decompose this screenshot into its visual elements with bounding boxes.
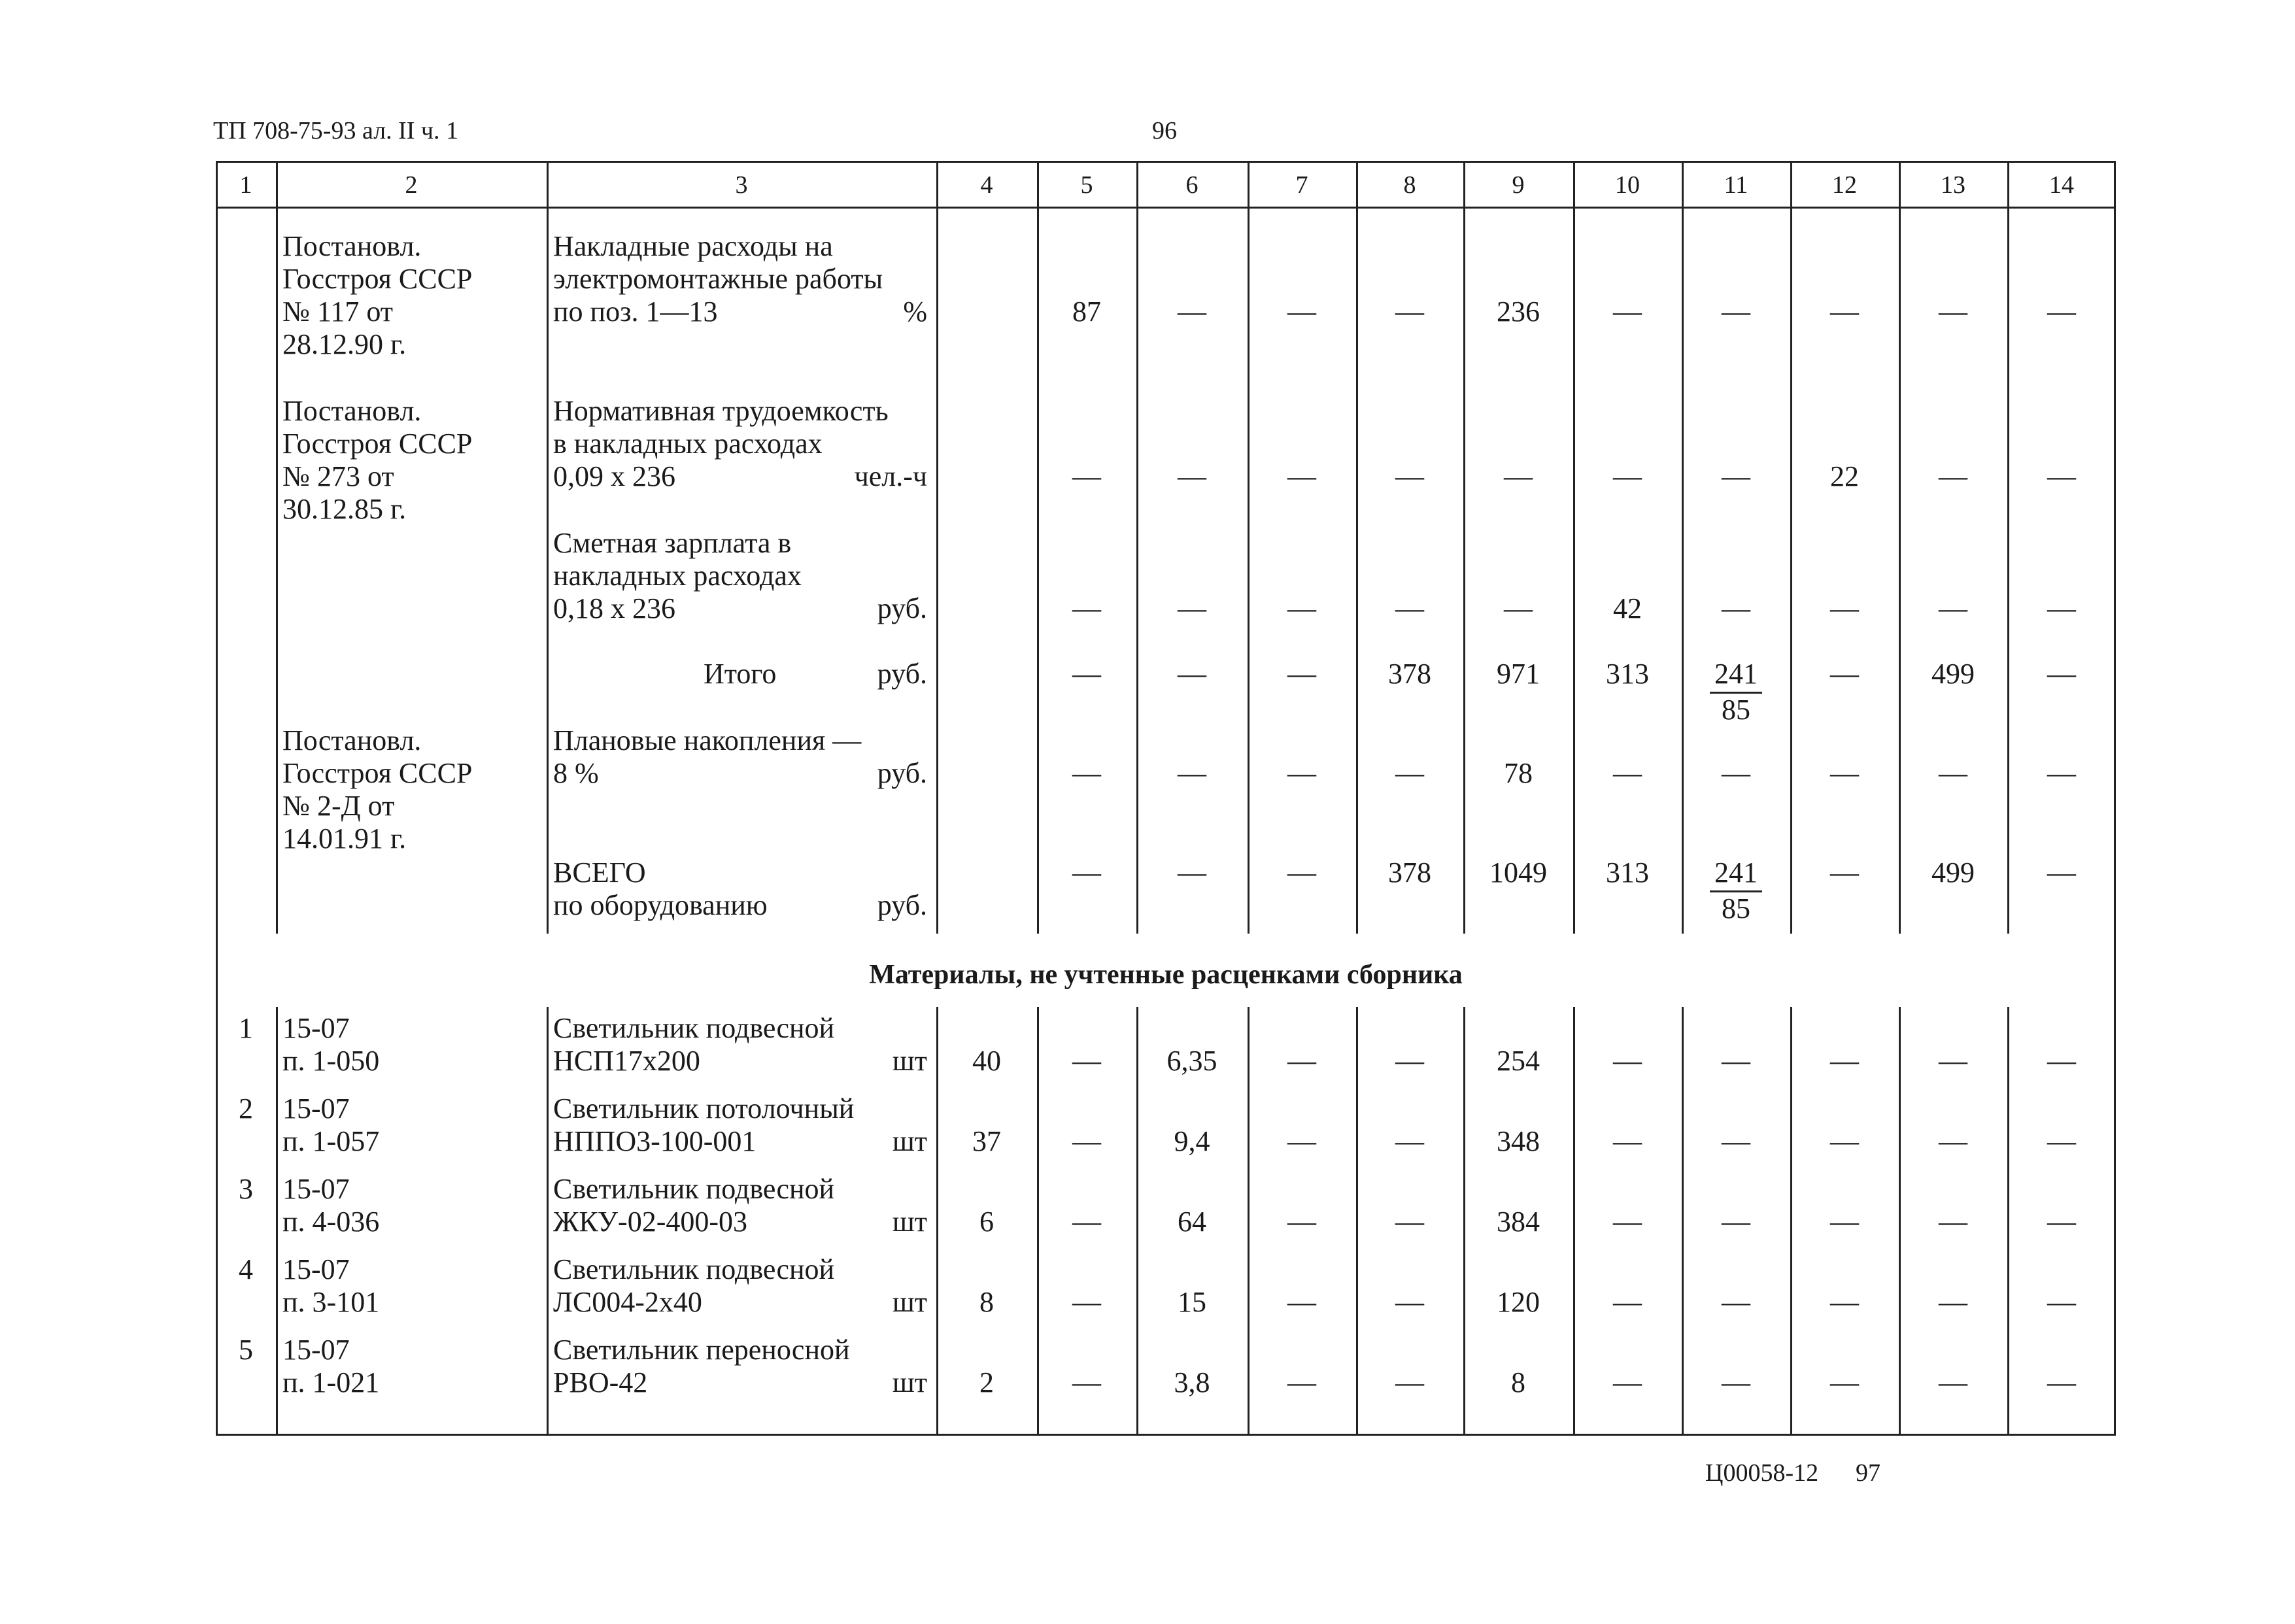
row-number: 5	[239, 1334, 253, 1366]
value-cell: 37	[972, 1125, 1001, 1157]
value-cell: —	[2047, 1366, 2076, 1398]
reference-text: № 2-Д от	[282, 790, 395, 822]
value-cell: 384	[1497, 1206, 1540, 1238]
value-cell: —	[1939, 1045, 1967, 1077]
value-cell: —	[1613, 296, 1642, 328]
reference-text: Постановл.	[282, 230, 422, 262]
value-cell: —	[1072, 1206, 1101, 1238]
value-cell: —	[1072, 856, 1101, 888]
value-cell: —	[1287, 1125, 1316, 1157]
description-text: Светильник подвесной	[553, 1173, 835, 1205]
value-cell: —	[2047, 856, 2076, 888]
value-cell: 378	[1388, 658, 1431, 690]
value-cell: —	[1395, 460, 1424, 492]
value-cell: 236	[1497, 296, 1540, 328]
value-cell: —	[1072, 1045, 1101, 1077]
description-text: Светильник подвесной	[553, 1253, 835, 1285]
value-cell: —	[1939, 460, 1967, 492]
description-text: ЖКУ-02-400-03	[553, 1206, 747, 1238]
reference-text: п. 4-036	[282, 1206, 380, 1238]
value-cell: —	[1939, 592, 1967, 624]
value-cell: 78	[1504, 757, 1533, 789]
reference-text: 14.01.91 г.	[282, 822, 407, 854]
description-text: Сметная зарплата в	[553, 527, 792, 559]
reference-text: 15-07	[282, 1253, 350, 1285]
fraction-value	[1710, 856, 1762, 925]
description-text: накладных расходах	[553, 560, 802, 592]
description-text: 8 %	[553, 757, 599, 789]
value-cell: —	[1072, 658, 1101, 690]
value-cell: —	[1613, 1045, 1642, 1077]
description-text: НСП17х200	[553, 1045, 700, 1077]
value-cell: —	[1178, 658, 1206, 690]
column-number: 3	[735, 171, 748, 199]
value-cell: —	[1287, 1045, 1316, 1077]
value-cell: —	[1178, 592, 1206, 624]
reference-text: Постановл.	[282, 724, 422, 756]
reference-text: 15-07	[282, 1012, 350, 1044]
value-cell: —	[1287, 1286, 1316, 1318]
value-cell: —	[1613, 460, 1642, 492]
fraction-numerator: 241	[1710, 856, 1762, 892]
column-number: 10	[1615, 171, 1640, 199]
value-cell: —	[1072, 460, 1101, 492]
value-cell: —	[2047, 1206, 2076, 1238]
value-cell: —	[1830, 1206, 1859, 1238]
value-cell: —	[1939, 296, 1967, 328]
reference-text: № 273 от	[282, 460, 394, 492]
unit-text: %	[903, 296, 927, 328]
column-number: 14	[2049, 171, 2074, 199]
value-cell: —	[1939, 1286, 1967, 1318]
value-cell: —	[1830, 757, 1859, 789]
column-rule	[276, 207, 278, 934]
reference-text: 15-07	[282, 1173, 350, 1205]
value-cell: —	[1939, 1366, 1967, 1398]
unit-text: шт	[892, 1045, 927, 1077]
footer-code: Ц00058-12	[1705, 1459, 1819, 1487]
value-cell: —	[1072, 757, 1101, 789]
unit-text: шт	[892, 1286, 927, 1318]
value-cell: —	[1287, 592, 1316, 624]
unit-text: руб.	[877, 889, 927, 921]
value-cell: —	[1722, 1045, 1750, 1077]
value-cell: —	[1722, 1366, 1750, 1398]
description-text: РВО-42	[553, 1366, 648, 1398]
value-cell: —	[1613, 757, 1642, 789]
value-cell: 3,8	[1174, 1366, 1210, 1398]
value-cell: 6	[979, 1206, 994, 1238]
value-cell: —	[1178, 856, 1206, 888]
description-text: Светильник переносной	[553, 1334, 850, 1366]
column-number: 6	[1185, 171, 1198, 199]
value-cell: 499	[1931, 856, 1975, 888]
value-cell: —	[1395, 1206, 1424, 1238]
description-text: по поз. 1—13	[553, 296, 718, 328]
footer-page-number: 97	[1856, 1459, 1880, 1487]
value-cell: —	[2047, 658, 2076, 690]
value-cell: 87	[1072, 296, 1101, 328]
value-cell: —	[1178, 757, 1206, 789]
value-cell: —	[1830, 1125, 1859, 1157]
value-cell: —	[1830, 296, 1859, 328]
reference-text: п. 1-057	[282, 1125, 380, 1157]
reference-text: 28.12.90 г.	[282, 328, 407, 360]
value-cell: —	[2047, 592, 2076, 624]
value-cell: —	[1722, 592, 1750, 624]
value-cell: 499	[1931, 658, 1975, 690]
value-cell: —	[1830, 1045, 1859, 1077]
description-text: ЛС004-2х40	[553, 1286, 702, 1318]
value-cell: 313	[1606, 856, 1649, 888]
value-cell: —	[2047, 296, 2076, 328]
value-cell: 8	[1511, 1366, 1525, 1398]
row-number: 2	[239, 1092, 253, 1125]
description-text: ВСЕГО	[553, 856, 646, 888]
value-cell: 15	[1178, 1286, 1206, 1318]
description-text: 0,09 х 236	[553, 460, 675, 492]
fraction-denominator: 85	[1722, 694, 1750, 726]
description-text: электромонтажные работы	[553, 263, 883, 295]
value-cell: —	[1830, 1286, 1859, 1318]
unit-text: руб.	[877, 757, 927, 789]
value-cell: —	[1072, 592, 1101, 624]
value-cell: 120	[1497, 1286, 1540, 1318]
value-cell: —	[1287, 658, 1316, 690]
value-cell: —	[1287, 296, 1316, 328]
value-cell: —	[2047, 1286, 2076, 1318]
reference-text: п. 1-021	[282, 1366, 380, 1398]
column-number: 5	[1080, 171, 1093, 199]
value-cell: 42	[1613, 592, 1642, 624]
value-cell: —	[1287, 856, 1316, 888]
fraction-denominator: 85	[1722, 892, 1750, 924]
reference-text: 15-07	[282, 1092, 350, 1125]
value-cell: —	[1722, 460, 1750, 492]
section-title: Материалы, не учтенные расценками сборника	[869, 960, 1463, 990]
description-text: Плановые накопления —	[553, 724, 862, 756]
value-cell: —	[1939, 757, 1967, 789]
description-text: 0,18 х 236	[553, 592, 675, 624]
unit-text: шт	[892, 1206, 927, 1238]
column-number: 1	[239, 171, 252, 199]
value-cell: —	[1287, 460, 1316, 492]
value-cell: —	[1395, 296, 1424, 328]
value-cell: —	[1722, 1125, 1750, 1157]
value-cell: —	[1395, 592, 1424, 624]
row-number: 4	[239, 1253, 253, 1285]
value-cell: 64	[1178, 1206, 1206, 1238]
reference-text: Госстроя СССР	[282, 757, 473, 789]
reference-text: Постановл.	[282, 395, 422, 427]
value-cell: —	[1287, 757, 1316, 789]
value-cell: —	[2047, 460, 2076, 492]
description-text: Нормативная трудоемкость	[553, 395, 889, 427]
description-text: по оборудованию	[553, 889, 768, 921]
value-cell: —	[1395, 1366, 1424, 1398]
column-number: 11	[1724, 171, 1748, 199]
column-rule	[547, 207, 549, 934]
column-rule	[547, 1007, 549, 1436]
estimate-table	[216, 161, 2116, 1436]
value-cell: —	[1830, 856, 1859, 888]
description-text: НППО3-100-001	[553, 1125, 756, 1157]
value-cell: —	[1939, 1125, 1967, 1157]
column-rule	[276, 1007, 278, 1436]
value-cell: 348	[1497, 1125, 1540, 1157]
column-number: 12	[1832, 171, 1857, 199]
description-text: Светильник потолочный	[553, 1092, 855, 1125]
value-cell: —	[1613, 1286, 1642, 1318]
unit-text: руб.	[877, 592, 927, 624]
value-cell: —	[1072, 1286, 1101, 1318]
column-rule	[936, 207, 938, 934]
value-cell: 40	[972, 1045, 1001, 1077]
value-cell: —	[1613, 1206, 1642, 1238]
reference-text: № 117 от	[282, 296, 393, 328]
column-number: 7	[1295, 171, 1308, 199]
reference-text: п. 3-101	[282, 1286, 380, 1318]
reference-text: Госстроя СССР	[282, 263, 473, 295]
description-text: Накладные расходы на	[553, 230, 833, 262]
value-cell: —	[1939, 1206, 1967, 1238]
value-cell: 971	[1497, 658, 1540, 690]
unit-text: шт	[892, 1366, 927, 1398]
reference-text: п. 1-050	[282, 1045, 380, 1077]
value-cell: —	[1722, 757, 1750, 789]
value-cell: —	[1504, 592, 1533, 624]
value-cell: —	[1830, 1366, 1859, 1398]
value-cell: —	[1613, 1366, 1642, 1398]
value-cell: —	[1072, 1125, 1101, 1157]
description-text: в накладных расходах	[553, 428, 823, 460]
row-number: 3	[239, 1173, 253, 1205]
reference-text: 30.12.85 г.	[282, 493, 407, 525]
value-cell: —	[1830, 658, 1859, 690]
fraction-numerator: 241	[1710, 658, 1762, 694]
value-cell: —	[1287, 1206, 1316, 1238]
reference-text: Госстроя СССР	[282, 428, 473, 460]
value-cell: 9,4	[1174, 1125, 1210, 1157]
value-cell: 8	[979, 1286, 994, 1318]
reference-text: 15-07	[282, 1334, 350, 1366]
value-cell: 2	[979, 1366, 994, 1398]
value-cell: —	[2047, 1125, 2076, 1157]
description-text: Светильник подвесной	[553, 1012, 835, 1044]
value-cell: 378	[1388, 856, 1431, 888]
value-cell: —	[1830, 592, 1859, 624]
unit-text: чел.-ч	[854, 460, 927, 492]
value-cell: —	[1722, 1206, 1750, 1238]
column-number: 13	[1941, 171, 1965, 199]
value-cell: —	[1722, 296, 1750, 328]
fraction-value	[1710, 658, 1762, 726]
document-code: ТП 708-75-93 ал. II ч. 1	[213, 117, 459, 144]
value-cell: —	[2047, 1045, 2076, 1077]
total-label: Итого	[704, 658, 777, 690]
value-cell: —	[1287, 1366, 1316, 1398]
column-number: 2	[405, 171, 418, 199]
row-number: 1	[239, 1012, 253, 1044]
value-cell: —	[1072, 1366, 1101, 1398]
value-cell: —	[1395, 1286, 1424, 1318]
value-cell: 254	[1497, 1045, 1540, 1077]
value-cell: 6,35	[1166, 1045, 1217, 1077]
value-cell: —	[1504, 460, 1533, 492]
unit-text: руб.	[877, 658, 927, 690]
value-cell: —	[1178, 296, 1206, 328]
column-number: 4	[980, 171, 993, 199]
value-cell: 313	[1606, 658, 1649, 690]
value-cell: —	[1722, 1286, 1750, 1318]
unit-text: шт	[892, 1125, 927, 1157]
value-cell: —	[2047, 757, 2076, 789]
value-cell: —	[1613, 1125, 1642, 1157]
value-cell: 1049	[1489, 856, 1547, 888]
column-number: 8	[1403, 171, 1416, 199]
value-cell: —	[1395, 1125, 1424, 1157]
value-cell: 22	[1830, 460, 1859, 492]
value-cell: —	[1178, 460, 1206, 492]
header-rule	[216, 207, 2116, 209]
value-cell: —	[1395, 757, 1424, 789]
page-number: 96	[1152, 117, 1177, 144]
value-cell: —	[1395, 1045, 1424, 1077]
column-number: 9	[1512, 171, 1525, 199]
